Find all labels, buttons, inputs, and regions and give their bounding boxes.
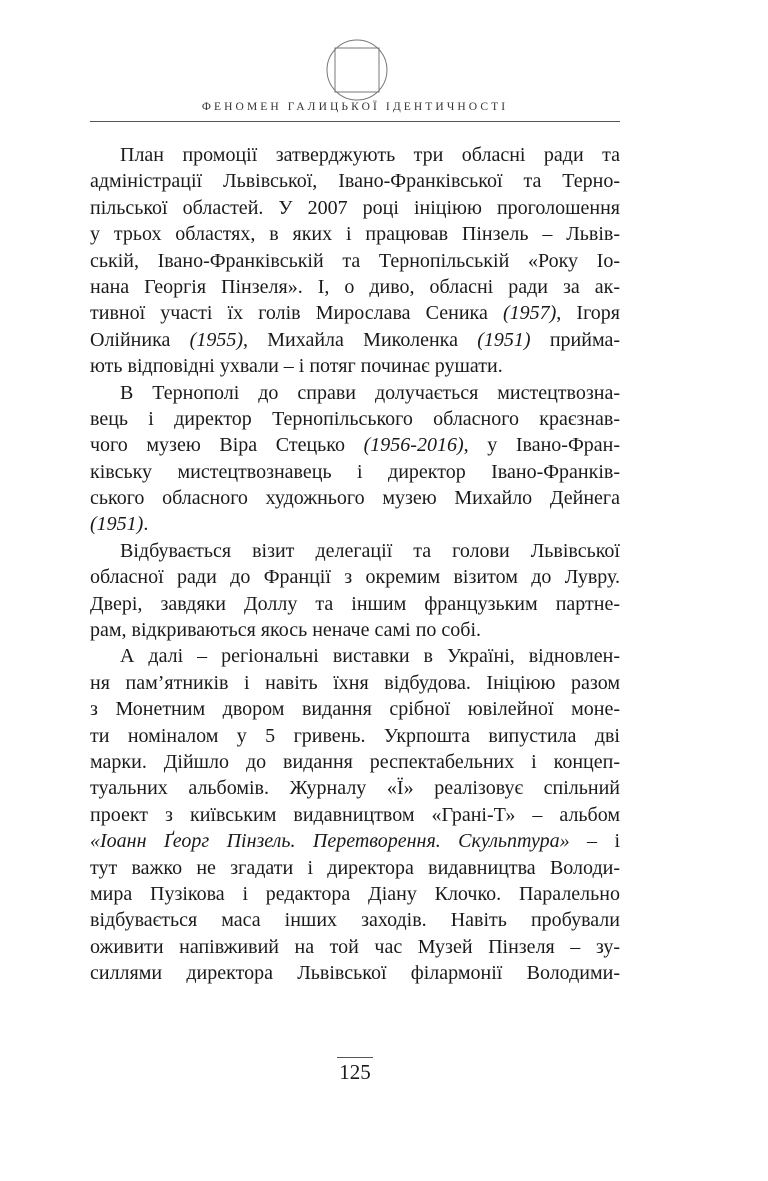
text-line: План промоції затверджують три обласні ради та [120, 144, 620, 166]
text-line: мира Пузікова і редактора Діану Клочко. Паралельно [90, 882, 620, 905]
text-fragment: – і [569, 830, 621, 853]
album-title-italic: «Іоанн Ґеорг Пінзель. Перетворення. Скульптура» [90, 830, 570, 853]
text-fragment: , у Івано-Фран- [463, 434, 620, 457]
date-italic: (1951) [477, 328, 531, 351]
text-line: ківську мистецтвознавець і директор Івано-Франків- [90, 460, 620, 483]
text-line: ня пам’ятників і навіть їхня відбудова. Ініціюю разом [90, 671, 620, 694]
text-fragment: тивної участі їх голів Мирослава Сеника [90, 302, 503, 325]
text-line: туальних альбомів. Журналу «Ї» реалізовує спільний [90, 777, 620, 800]
text-fragment: прийма- [530, 328, 620, 351]
date-italic: (1956-2016) [363, 434, 464, 457]
text-line: оживити напівживий на той час Музей Пінзеля – зу- [90, 935, 620, 958]
text-line: ють відповідні ухвали – і потяг починає рушати. [90, 355, 503, 378]
text-line: А далі – регіональні виставки в Україні, відновлен- [120, 645, 620, 668]
text-line: ській, Івано-Франківській та Тернопільській «Року Іо- [90, 249, 620, 272]
text-line: В Тернополі до справи долучається мистецтвозна- [120, 381, 620, 404]
text-line [90, 432, 620, 458]
page-number-rule [337, 1057, 373, 1058]
text-line: марки. Дійшло до видання респектабельних і концеп- [90, 750, 620, 773]
text-line: рам, відкриваються якось неначе самі по собі. [90, 619, 482, 642]
text-line: вець і директор Тернопільського обласного краєзнав- [90, 407, 620, 430]
text-fragment: чого музею Віра Стецько [90, 434, 364, 457]
date-italic: (1955) [189, 328, 243, 351]
text-line [90, 828, 620, 854]
text-line: силлями директора Львівської філармонії Володими- [90, 962, 620, 985]
text-fragment: , Михайла Миколенка [242, 328, 478, 351]
text-line: нана Георгія Пінзеля». І, о диво, обласні ради за ак- [90, 275, 620, 298]
body-text [90, 142, 620, 987]
text-line: Двері, завдяки Доллу та іншим французьким партне- [90, 592, 620, 615]
date-italic: (1951) [90, 513, 144, 536]
text-line: пільської областей. У 2007 році ініціюю проголошення [90, 196, 620, 219]
text-line: відбувається маса інших заходів. Навіть пробували [90, 909, 620, 932]
text-fragment: Олійника [90, 328, 190, 351]
text-line: проект з київським видавництвом «Грані-Т» – альбом [90, 803, 620, 826]
running-header: ФЕНОМЕН ГАЛИЦЬКОЇ ІДЕНТИЧНОСТІ [201, 101, 509, 113]
date-italic: (1957) [502, 302, 557, 325]
text-line: тут важко не згадати і директора видавництва Володи- [90, 856, 620, 879]
circle-square-emblem-icon [325, 38, 389, 102]
text-line: Відбувається візит делегації та голови Львівської [120, 539, 620, 562]
header-rule [90, 121, 620, 122]
text-fragment: , Ігоря [556, 302, 620, 325]
text-line: обласної ради до Франції з окремим візитом до Лувру. [90, 566, 620, 589]
text-line: з Монетним двором видання срібної ювілейної моне- [90, 698, 620, 721]
text-line [90, 300, 620, 326]
text-line [90, 511, 620, 537]
text-line [90, 327, 620, 353]
text-line: у трьох областях, в яких і працював Пінзель – Львів- [90, 223, 620, 246]
text-line: ського обласного художнього музею Михайло Дейнега [90, 487, 620, 510]
text-fragment: . [143, 513, 149, 536]
text-line: ти номіналом у 5 гривень. Укрпошта випустила дві [90, 724, 620, 747]
text-line: адміністрації Львівської, Івано-Франківської та Терно- [90, 170, 620, 193]
page-number: 125 [339, 1060, 371, 1084]
